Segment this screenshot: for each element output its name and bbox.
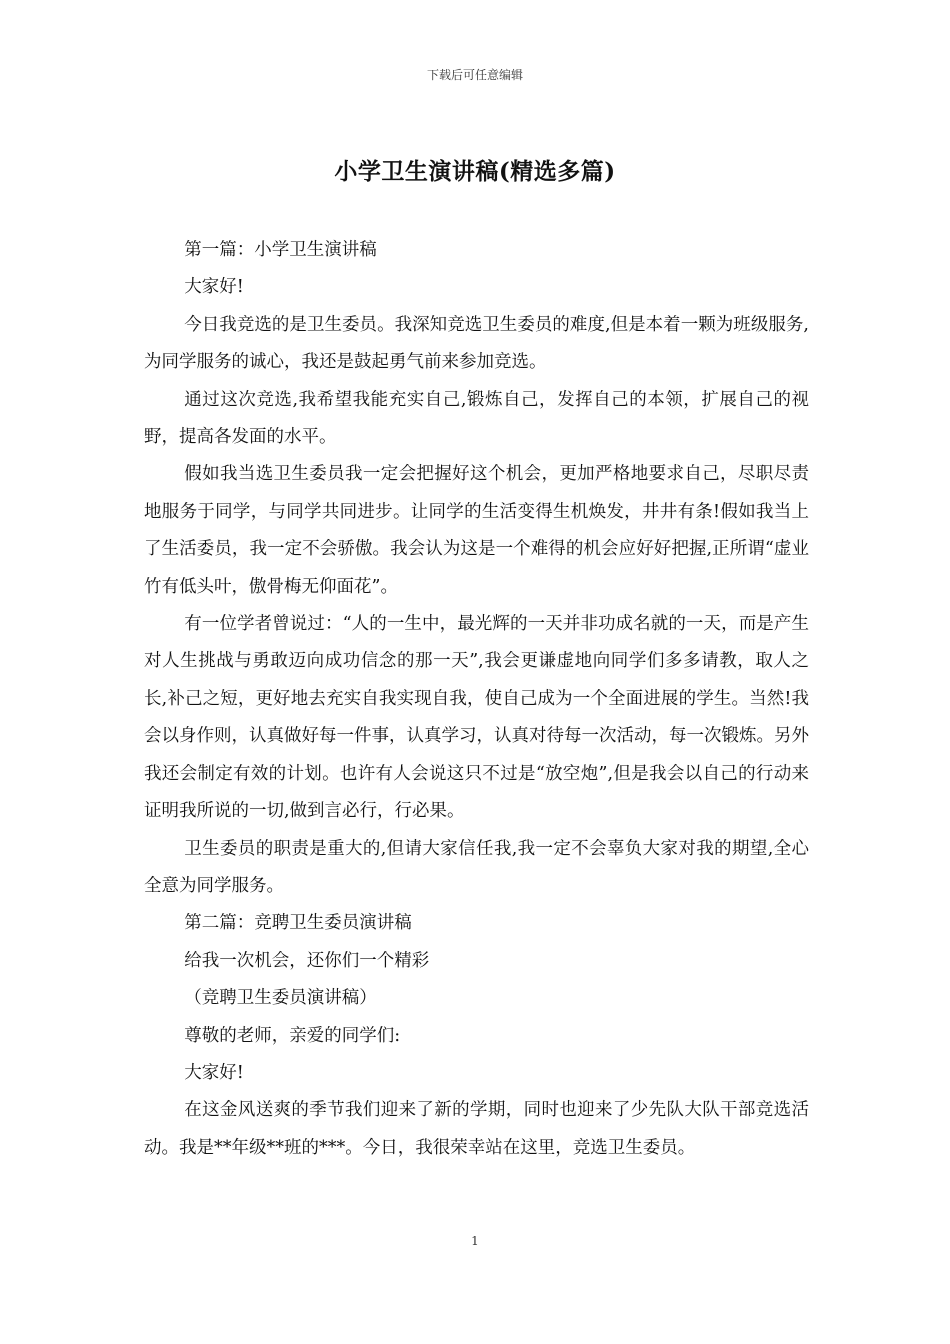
paragraph: 假如我当选卫生委员我一定会把握好这个机会，更加严格地要求自己，尽职尽责地服务于同学，与同学共同进步。让同学的生活变得生机焕发，井井有条!假如我当上了生活委员，我一定不会骄傲。我会认为这是一个难得的机会应好好把握,正所谓“虚业竹有低头叶，傲骨梅无仰面花”。 <box>144 464 809 597</box>
paragraph: 有一位学者曾说过：“人的一生中，最光辉的一天并非功成名就的一天，而是产生对人生挑战与勇敢迈向成功信念的那一天”,我会更谦虚地向同学们多多请教，取人之长,补己之短，更好地去充实自我实现自我，使自己成为一个全面进展的学生。当然!我会以身作则，认真做好每一件事，认真学习，认真对待每一次活动，每一次锻炼。另外我还会制定有效的计划。也许有人会说这只不过是“放空炮”,但是我会以自己的行动来证明我所说的一切,做到言必行，行必果。 <box>144 614 809 822</box>
paragraph: 卫生委员的职责是重大的,但请大家信任我,我一定不会辜负大家对我的期望,全心全意为同学服务。 <box>144 838 809 896</box>
paragraph: 第二篇：竞聘卫生委员演讲稿 <box>184 913 412 934</box>
paragraph: 尊敬的老师，亲爱的同学们: <box>184 1025 401 1046</box>
paragraph: 第一篇：小学卫生演讲稿 <box>184 240 377 260</box>
paragraph: 大家好! <box>184 1062 244 1083</box>
document-body <box>144 232 809 1167</box>
page-number: 1 <box>471 1234 479 1248</box>
document-title: 小学卫生演讲稿(精选多篇) <box>334 158 616 185</box>
header-note: 下载后可任意编辑 <box>426 68 523 82</box>
paragraph: 大家好! <box>184 277 244 298</box>
paragraph: 在这金风送爽的季节我们迎来了新的学期，同时也迎来了少先队大队干部竞选活动。我是**年级**班的***。今日，我很荣幸站在这里，竞选卫生委员。 <box>144 1100 809 1158</box>
paragraph: （竞聘卫生委员演讲稿） <box>184 988 377 1009</box>
paragraph: 今日我竞选的是卫生委员。我深知竞选卫生委员的难度,但是本着一颗为班级服务,为同学服务的诚心，我还是鼓起勇气前来参加竞选。 <box>144 314 809 373</box>
paragraph: 通过这次竞选,我希望我能充实自己,锻炼自己，发挥自己的本领，扩展自己的视野，提高各发面的水平。 <box>144 389 809 448</box>
paragraph: 给我一次机会，还你们一个精彩 <box>184 950 430 971</box>
